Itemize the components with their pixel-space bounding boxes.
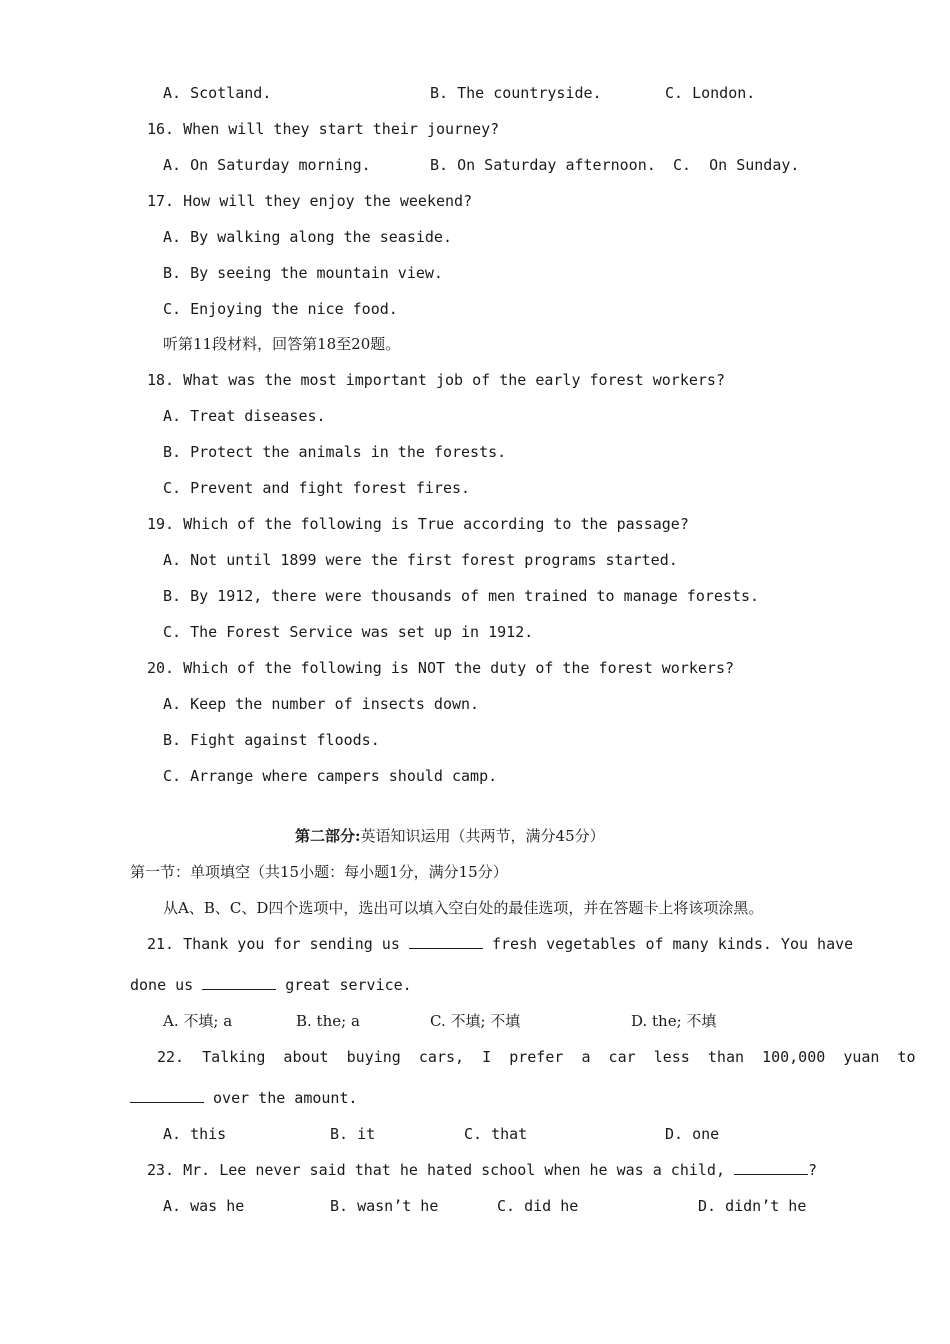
q21-blank-1 bbox=[409, 934, 483, 949]
q21-line1 bbox=[147, 934, 853, 954]
q23-question-end: ? bbox=[808, 1161, 818, 1179]
q22-option-d: D. one bbox=[665, 1125, 720, 1143]
q20-option-c: C. Arrange where campers should camp. bbox=[163, 767, 498, 785]
q21-line2-start: done us bbox=[130, 976, 194, 994]
q19-option-c: C. The Forest Service was set up in 1912. bbox=[163, 623, 534, 641]
q21-option-a: A. 不填; a bbox=[163, 1012, 233, 1030]
q23-question bbox=[147, 1160, 817, 1180]
q16-option-a: A. On Saturday morning. bbox=[163, 156, 371, 174]
q22-line2-end: over the amount. bbox=[213, 1089, 358, 1107]
q18-option-b: B. Protect the animals in the forests. bbox=[163, 443, 507, 461]
q20-option-b: B. Fight against floods. bbox=[163, 731, 380, 749]
q15-option-a: A. Scotland. bbox=[163, 84, 272, 102]
q22-option-b: B. it bbox=[330, 1125, 376, 1143]
q23-option-c: C. did he bbox=[497, 1197, 579, 1215]
q19-question: 19. Which of the following is True according to the passage? bbox=[147, 515, 689, 533]
q21-line2-end: great service. bbox=[285, 976, 412, 994]
q23-question-start: 23. Mr. Lee never said that he hated school when he was a child, bbox=[147, 1161, 725, 1179]
q15-option-b: B. The countryside. bbox=[430, 84, 602, 102]
q23-option-b: B. wasn’t he bbox=[330, 1197, 439, 1215]
q23-option-d: D. didn’t he bbox=[698, 1197, 807, 1215]
part2-title-rest: 英语知识运用（共两节，满分45分） bbox=[360, 827, 605, 845]
q21-line1-end: fresh vegetables of many kinds. You have bbox=[491, 935, 854, 953]
q22-option-c: C. that bbox=[464, 1125, 528, 1143]
q17-option-c: C. Enjoying the nice food. bbox=[163, 300, 398, 318]
q16-option-c: C. On Sunday. bbox=[673, 156, 800, 174]
q15-option-c: C. London. bbox=[665, 84, 756, 102]
q19-option-b: B. By 1912, there were thousands of men trained to manage forests. bbox=[163, 587, 760, 605]
section11-intro: 听第11段材料，回答第18至20题。 bbox=[163, 335, 401, 353]
q17-option-b: B. By seeing the mountain view. bbox=[163, 264, 443, 282]
q18-option-a: A. Treat diseases. bbox=[163, 407, 326, 425]
part2-title-bold: 第二部分: bbox=[295, 827, 361, 845]
q22-line2 bbox=[130, 1088, 358, 1108]
q17-question: 17. How will they enjoy the weekend? bbox=[147, 192, 473, 210]
part2-instruction: 从A、B、C、D四个选项中，选出可以填入空白处的最佳选项，并在答题卡上将该项涂黑。 bbox=[163, 899, 764, 917]
q20-option-a: A. Keep the number of insects down. bbox=[163, 695, 480, 713]
q22-blank bbox=[130, 1088, 204, 1103]
q21-blank-2 bbox=[202, 975, 276, 990]
q18-option-c: C. Prevent and fight forest fires. bbox=[163, 479, 471, 497]
q16-question: 16. When will they start their journey? bbox=[147, 120, 500, 138]
q18-question: 18. What was the most important job of the early forest workers? bbox=[147, 371, 725, 389]
q16-option-b: B. On Saturday afternoon. bbox=[430, 156, 656, 174]
q21-line1-start: 21. Thank you for sending us bbox=[147, 935, 400, 953]
q23-blank bbox=[734, 1160, 808, 1175]
q19-option-a: A. Not until 1899 were the first forest programs started. bbox=[163, 551, 678, 569]
q20-question: 20. Which of the following is NOT the duty of the forest workers? bbox=[147, 659, 734, 677]
q21-option-b: B. the; a bbox=[296, 1012, 360, 1030]
part2-section1-heading: 第一节：单项填空（共15小题：每小题1分，满分15分） bbox=[130, 863, 508, 881]
q21-option-d: D. the; 不填 bbox=[631, 1012, 717, 1030]
q21-option-c: C. 不填; 不填 bbox=[430, 1012, 521, 1030]
q22-option-a: A. this bbox=[163, 1125, 227, 1143]
q21-line2 bbox=[130, 975, 412, 995]
q22-line1: 22. Talking about buying cars, I prefer a car less than 100,000 yuan to bbox=[157, 1048, 916, 1066]
part2-title bbox=[295, 826, 605, 846]
q23-option-a: A. was he bbox=[163, 1197, 245, 1215]
q17-option-a: A. By walking along the seaside. bbox=[163, 228, 452, 246]
